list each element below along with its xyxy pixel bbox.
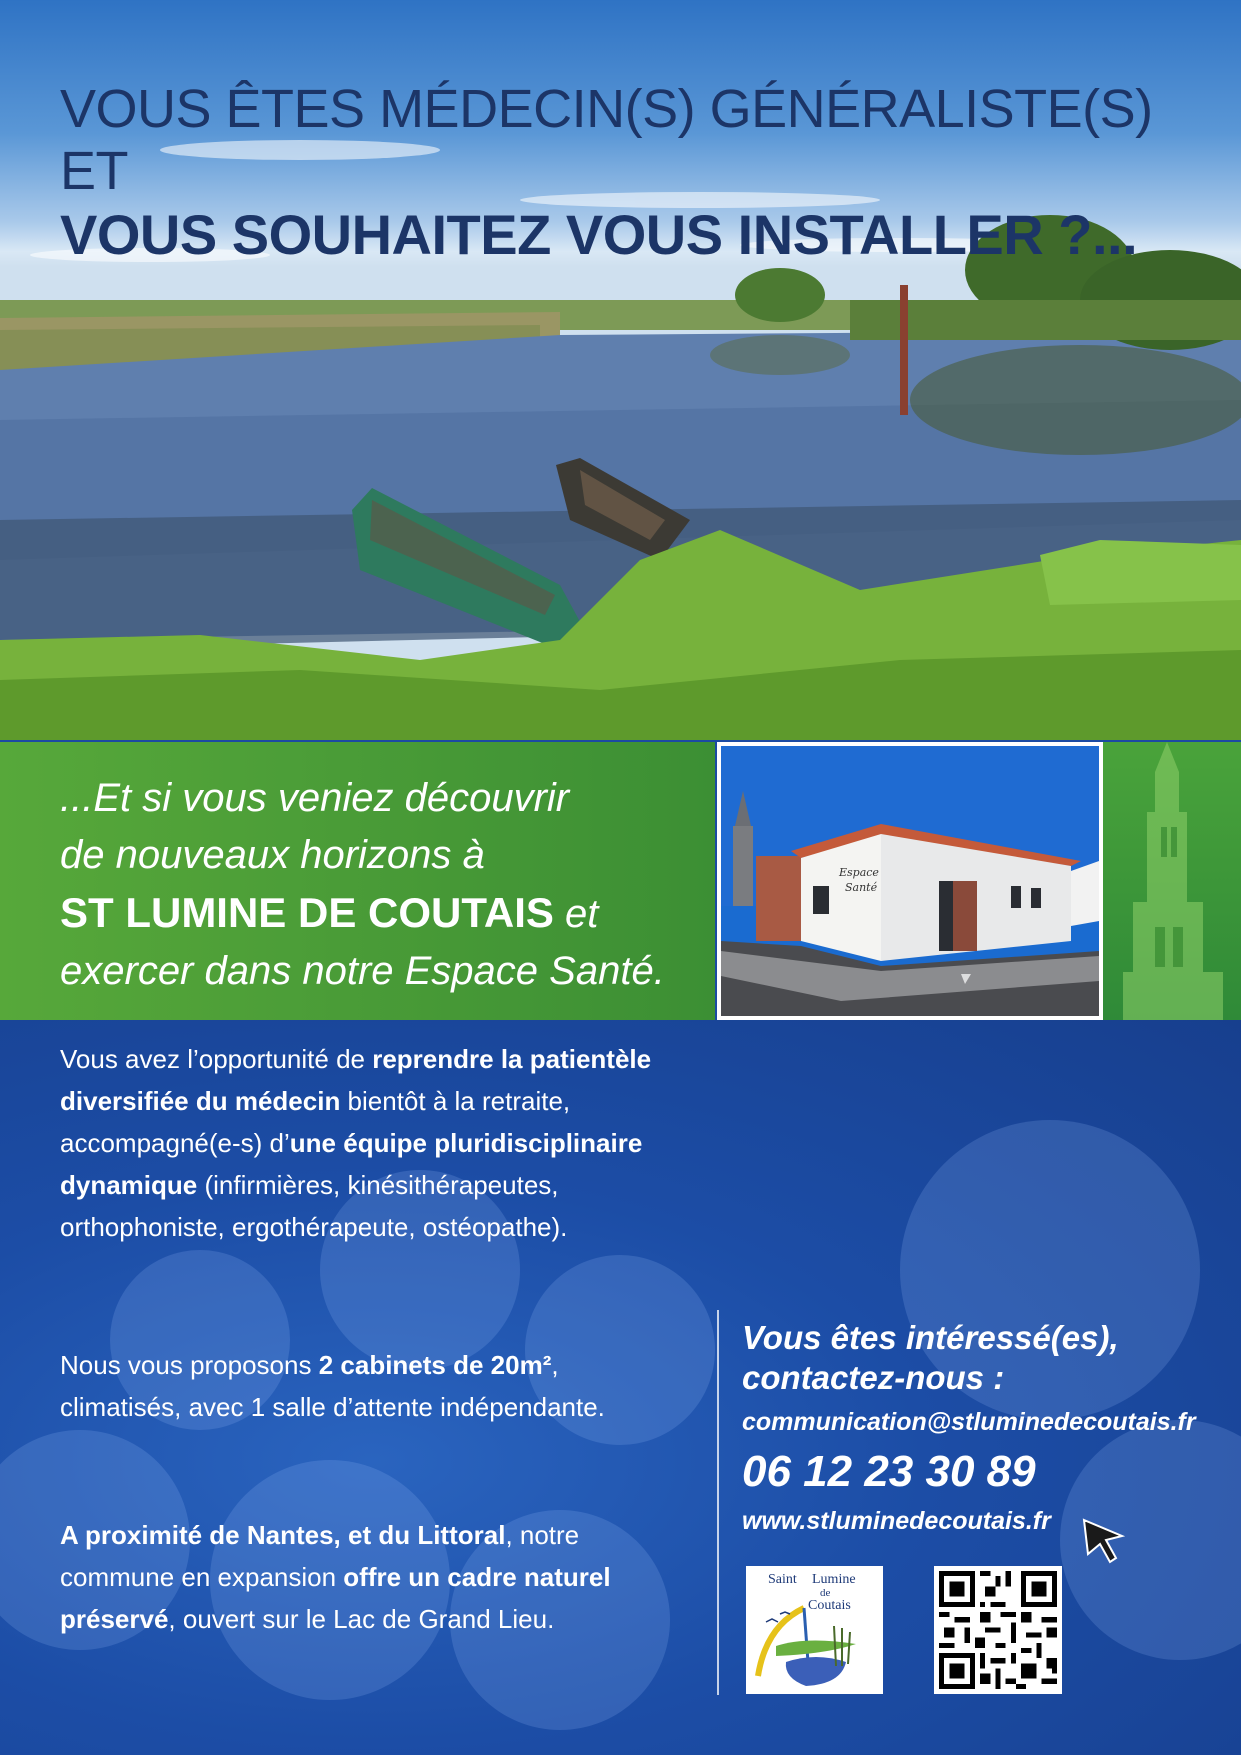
p2-text-2: , climatisés, avec 1 salle d’attente indépendante. <box>60 1350 605 1422</box>
website-link[interactable]: www.stluminedecoutais.fr <box>742 1507 1051 1535</box>
p1-text-1: Vous avez l’opportunité de <box>60 1044 373 1074</box>
contact-email-link[interactable]: communication@stluminedecoutais.fr <box>742 1408 1196 1436</box>
intro-line-1: ...Et si vous veniez découvrir <box>60 776 570 820</box>
cursor-arrow-icon <box>1082 1518 1126 1564</box>
logo-word-4: Coutais <box>808 1598 851 1613</box>
intro-line-2: de nouveaux horizons à <box>60 833 485 877</box>
p3-text-1: , notre commune en expansion <box>60 1520 580 1592</box>
contact-line-1: Vous êtes intéressé(es), <box>742 1319 1119 1356</box>
logo-emblem-icon <box>746 1566 883 1694</box>
church-tower-graphic <box>1103 742 1241 1020</box>
qr-code[interactable] <box>934 1566 1062 1694</box>
espace-sante-building-photo <box>717 742 1103 1020</box>
p3-bold-1: A proximité de Nantes, et du Littoral <box>60 1520 506 1550</box>
paragraph-location <box>60 1514 680 1640</box>
building-sign-2: Santé <box>845 881 878 894</box>
vertical-divider <box>717 1310 719 1695</box>
contact-block <box>742 1318 1222 1540</box>
hero-photo <box>0 0 1241 740</box>
building-sign: Espace <box>839 866 879 879</box>
headline <box>60 78 1200 268</box>
headline-line-2: VOUS SOUHAITEZ VOUS INSTALLER ?... <box>60 203 1138 266</box>
p3-bold-2: offre un cadre naturel préservé <box>60 1562 611 1634</box>
contact-phone-link[interactable]: 06 12 23 30 89 <box>742 1447 1036 1496</box>
p1-text-2: bientôt à la retraite, accompagné(e-s) d’ <box>60 1086 571 1158</box>
paragraph-offices <box>60 1344 680 1428</box>
intro-text <box>60 770 700 1000</box>
p1-bold-1: reprendre la patientèle diversifiée du médecin <box>60 1044 652 1116</box>
p3-text-2: , ouvert sur le Lac de Grand Lieu. <box>168 1604 555 1634</box>
church-icon <box>1103 742 1241 1020</box>
qr-code-icon <box>934 1566 1062 1694</box>
town-suffix: et <box>553 892 599 936</box>
logo-word-1: Saint <box>768 1572 797 1587</box>
p1-text-3: (infirmières, kinésithérapeutes, orthophoniste, ergothérapeute, ostéopathe). <box>60 1170 568 1242</box>
p2-text-1: Nous vous proposons <box>60 1350 319 1380</box>
town-logo <box>746 1566 883 1694</box>
intro-line-4: exercer dans notre Espace Santé. <box>60 949 665 993</box>
p1-bold-2: une équipe pluridisciplinaire dynamique <box>60 1128 643 1200</box>
p2-bold-1: 2 cabinets de 20m² <box>318 1350 552 1380</box>
paragraph-opportunity <box>60 1038 680 1248</box>
logo-word-2: Lumine <box>812 1572 856 1587</box>
contact-line-2: contactez-nous : <box>742 1359 1005 1396</box>
logo-word-3: de <box>820 1587 831 1599</box>
building-illustration <box>721 746 1099 1016</box>
intro-line-3 <box>60 884 700 943</box>
headline-line-1: VOUS ÊTES MÉDECIN(S) GÉNÉRALISTE(S) ET <box>60 79 1153 201</box>
town-name: ST LUMINE DE COUTAIS <box>60 889 554 936</box>
